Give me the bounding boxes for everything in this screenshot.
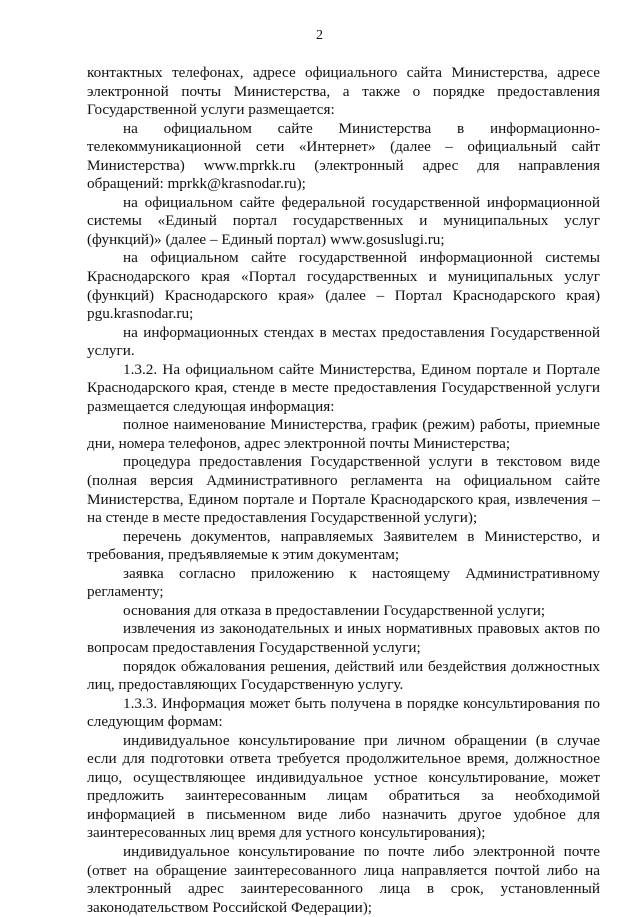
paragraph: порядок обжалования решения, действий или бездействия должностных лиц, предоставляющих Государственную услугу. [87,657,600,694]
paragraph: заявка согласно приложению к настоящему Административному регламенту; [87,564,600,601]
paragraph: на официальном сайте Министерства в информационно-телекоммуникационной сети «Интернет» (далее – официальный сайт Министерства) www.mprkk.ru (электронный адрес для направления обращений: mprkk@krasnodar.ru); [87,119,600,193]
paragraph: индивидуальное консультирование при личном обращении (в случае если для подготовки ответа требуется продолжительное время, должностное лицо, осуществляющее индивидуальное устное консультирование, может предложить заинтересованным лицам обратиться за необходимой информацией в письменном виде либо назначить другое удобное для заинтересованных лиц время для устного консультирования); [87,731,600,842]
paragraph: перечень документов, направляемых Заявителем в Министерство, и требования, предъявляемые к этим документам; [87,527,600,564]
paragraph: полное наименование Министерства, график (режим) работы, приемные дни, номера телефонов, адрес электронной почты Министерства; [87,416,600,452]
paragraph: на официальном сайте федеральной государственной информационной системы «Единый портал государственных и муниципальных услуг (функций)» (далее – Единый портал) www.gosuslugi.ru; [87,193,600,248]
paragraph: контактных телефонах, адресе официального сайта Министерства, адресе электронной почты Министерства, а также о порядке предоставления Государственной услуги размещается: [87,64,600,119]
paragraph: на официальном сайте государственной информационной системы Краснодарского края «Портал государственных и муниципальных услуг (функций) Краснодарского края» (далее – Портал Краснодарского края) pgu.krasnodar.ru; [87,249,600,323]
paragraph: извлечения из законодательных и иных нормативных правовых актов по вопросам предоставления Государственной услуги; [87,620,600,656]
paragraph: индивидуальное консультирование по почте либо электронной почте (ответ на обращение заинтересованного лица направляется почтой либо на электронный адрес заинтересованного лица в срок, установленный законодательством Российской Федерации); [87,842,600,916]
paragraph: процедура предоставления Государственной услуги в текстовом виде (полная версия Административного регламента на официальном сайте Министерства, Едином портале и Портале Краснодарского края, извлечения – на стенде в месте предоставления Государственной услуги); [87,453,600,527]
paragraph: 1.3.3. Информация может быть получена в порядке консультирования по следующим формам: [87,694,600,731]
page-number: 2 [316,28,323,43]
paragraph: 1.3.2. На официальном сайте Министерства, Едином портале и Портале Краснодарского края, стенде в месте предоставления Государственной услуги размещается следующая информация: [87,360,600,415]
document-body [87,64,600,917]
paragraph: на информационных стендах в местах предоставления Государственной услуги. [87,323,600,360]
paragraph: основания для отказа в предоставлении Государственной услуги; [123,601,546,619]
